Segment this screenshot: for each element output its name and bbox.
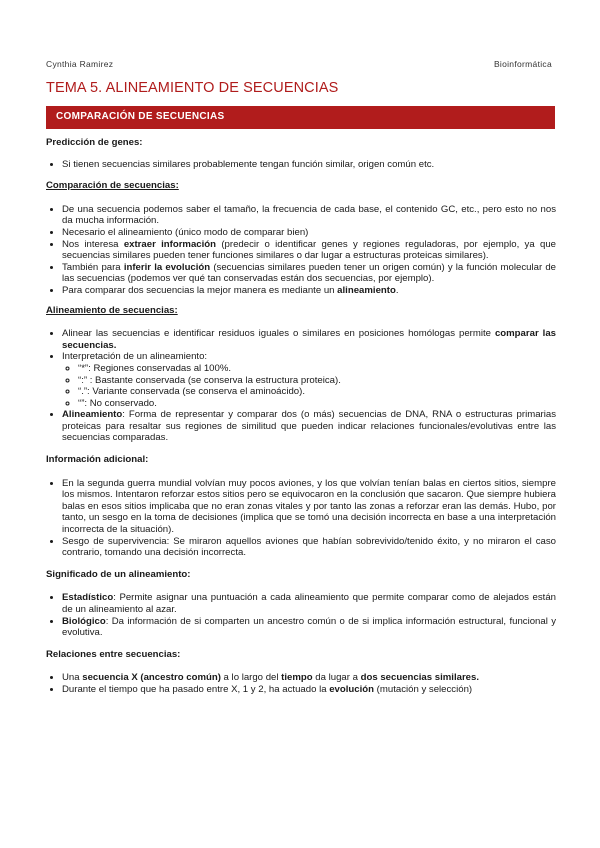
heading-prediccion: Predicción de genes:: [46, 137, 143, 148]
list-item: • Sesgo de supervivencia: Se miraron aquellos aviones que habían sobrevivido/tenido éxito, y no miraron el caso contrario, tomando una decisión incorrecta.: [62, 536, 556, 559]
list-informacion: [46, 478, 556, 559]
sublist-item: ◦ “”: No conservado.: [78, 398, 556, 410]
list-item: • También para inferir la evolución (secuencias similares pueden tener un origen común) y la función molecular de las secuencias (podemos ver qué tan conservadas están dos secuencias, por ejemplo).: [62, 262, 556, 285]
sublist-item: ◦ “:” : Bastante conservada (se conserva la estructura proteica).: [78, 375, 556, 387]
header-subject: Bioinformática: [493, 59, 552, 69]
section-banner: [46, 106, 555, 129]
heading-alineamiento: Alineamiento de secuencias:: [46, 304, 178, 316]
list-item: • Alineamiento: Forma de representar y comparar dos (o más) secuencias de DNA, RNA o estructuras primarias proteicas para resaltar sus regiones de similitud que pueden indicar relaciones funcionales/evolutivas entre las secuencias comparadas.: [62, 409, 556, 444]
heading-informacion: Información adicional:: [46, 454, 149, 466]
list-comparacion: [46, 204, 556, 297]
list-item: • Una secuencia X (ancestro común) a lo largo del tiempo da lugar a dos secuencias similares.: [62, 672, 556, 684]
sublist-item: ◦ “*”: Regiones conservadas al 100%.: [78, 363, 556, 375]
sublist-interpretacion: [62, 363, 556, 409]
heading-comparacion: Comparación de secuencias:: [46, 180, 179, 192]
heading-relaciones: Relaciones entre secuencias:: [46, 648, 181, 660]
list-item: • Estadístico: Permite asignar una puntuación a cada alineamiento que permite comparar como de alejados están de un alineamiento al azar.: [62, 592, 556, 615]
list-item: • Biológico: Da información de si comparten un ancestro común o de si implica información estructural, funcional y evolutiva.: [62, 616, 556, 639]
list-item: • Nos interesa extraer información (predecir o identificar genes y regiones reguladoras, por ejemplo, ya que secuencias similares pueden tener funciones similares o dar lugar a estructuras proteicas similares).: [62, 239, 556, 262]
document-body: [46, 137, 556, 696]
page-title: TEMA 5. ALINEAMIENTO DE SECUENCIAS: [46, 80, 339, 96]
list-item: • En la segunda guerra mundial volvían muy pocos aviones, y los que volvían tenían balas en ciertos sitios, siempre los mismos. Intentaron reforzar estos sitios pero se equivocaron en la conclusión que sacaron. Que siempre hubiera balas en esos sitios implicaba que no eran zonas vitales y por tanto las zonas a reforzar eran las demás. Hubo, por tanto, un sesgo en la toma de decisiones (implica que se tomó una decisión incorrecta en base a una interpretación incorrecta de la situación).: [62, 478, 556, 536]
header-author: Cynthia Ramirez: [46, 59, 114, 69]
list-item: • Interpretación de un alineamiento: ◦ “*”: Regiones conservadas al 100%. ◦ “:” : Bastante conservada (se conserva la estructura proteica). ◦ “.”: Variante conservada (se conserva el aminoácido). ◦ “”: No conservado.: [62, 351, 556, 409]
list-item: • Necesario el alineamiento (único modo de comparar bien): [62, 227, 556, 239]
list-item: • Alinear las secuencias e identificar residuos iguales o similares en posiciones homólogas permite comparar las secuencias.: [62, 328, 556, 351]
list-item: • Si tienen secuencias similares probablemente tengan función similar, origen común etc.: [62, 159, 556, 171]
list-significado: [46, 592, 556, 638]
list-relaciones: [46, 672, 556, 695]
list-item: • Durante el tiempo que ha pasado entre X, 1 y 2, ha actuado la evolución (mutación y selección): [62, 684, 556, 696]
list-item: • De una secuencia podemos saber el tamaño, la frecuencia de cada base, el contenido GC, etc., pero esto no nos da mucha información.: [62, 204, 556, 227]
sublist-item: ◦ “.”: Variante conservada (se conserva el aminoácido).: [78, 386, 556, 398]
heading-significado: Significado de un alineamiento:: [46, 568, 191, 580]
list-item: • Para comparar dos secuencias la mejor manera es mediante un alineamiento.: [62, 285, 556, 297]
list-alineamiento: [46, 328, 556, 444]
section-banner-label: COMPARACIÓN DE SECUENCIAS: [56, 111, 225, 122]
list-prediccion: [46, 159, 556, 171]
